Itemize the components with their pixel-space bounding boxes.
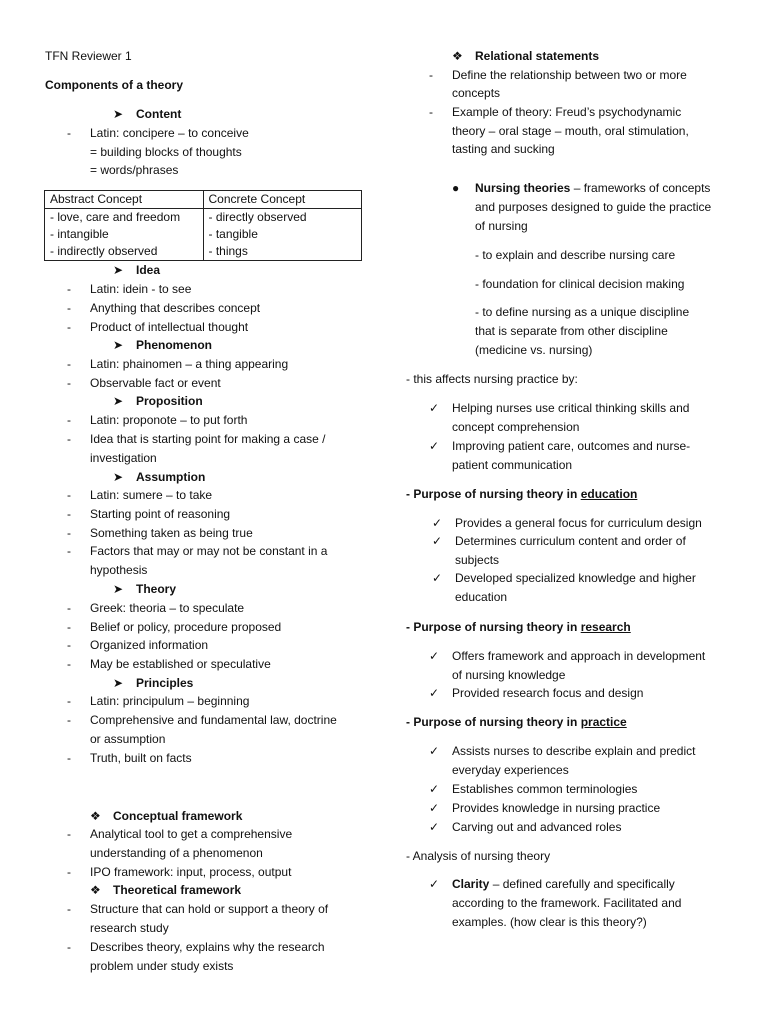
list-item: IPO framework: input, process, output [90, 865, 292, 879]
dash-bullet: - [67, 488, 71, 502]
idea-title: Idea [136, 263, 161, 277]
list-item: Anything that describes concept [90, 301, 261, 315]
dash-bullet: - [429, 68, 433, 82]
table-cell: - indirectly observed [45, 243, 204, 261]
list-item: Analytical tool to get a comprehensive [90, 827, 293, 841]
dash-bullet: - [67, 126, 71, 140]
assumption-title: Assumption [136, 470, 206, 484]
nursing-theories-text: and purposes designed to guide the practice [475, 200, 712, 214]
arrow-bullet-icon: ➤ [113, 676, 124, 690]
checkmark-icon: ✓ [432, 534, 443, 548]
concept-table [44, 190, 362, 261]
purpose-word: research [580, 620, 631, 634]
checkmark-icon: ✓ [429, 401, 440, 415]
research-heading [406, 619, 631, 635]
purpose-prefix: - Purpose of nursing theory in [406, 487, 581, 501]
arrow-bullet-icon: ➤ [113, 394, 124, 408]
dash-bullet: - [67, 432, 71, 446]
check-item: Helping nurses use critical thinking skills and [452, 401, 690, 415]
dash-bullet: - [67, 357, 71, 371]
purpose-prefix: - Purpose of nursing theory in [406, 620, 581, 634]
theoretical-title: Theoretical framework [113, 883, 242, 897]
content-line: = words/phrases [90, 163, 179, 177]
list-item: Something taken as being true [90, 526, 253, 540]
table-cell: - love, care and freedom [45, 209, 204, 227]
checkmark-icon: ✓ [429, 686, 440, 700]
table-cell: - directly observed [203, 209, 362, 227]
dash-bullet: - [67, 694, 71, 708]
check-item: Provides knowledge in nursing practice [452, 801, 661, 815]
arrow-bullet-icon: ➤ [113, 338, 124, 352]
checkmark-icon: ✓ [429, 744, 440, 758]
check-item: Assists nurses to describe explain and predict [452, 744, 696, 758]
analysis-title: - Analysis of nursing theory [406, 849, 551, 863]
dash-bullet: - [67, 282, 71, 296]
checkmark-icon: ✓ [429, 820, 440, 834]
check-item: Carving out and advanced roles [452, 820, 622, 834]
list-item-cont: problem under study exists [90, 959, 234, 973]
table-cell: - intangible [45, 226, 204, 243]
check-item: Improving patient care, outcomes and nurse- [452, 439, 691, 453]
purpose-prefix: - Purpose of nursing theory in [406, 715, 581, 729]
checkmark-icon: ✓ [432, 516, 443, 530]
check-item: Provided research focus and design [452, 686, 644, 700]
diamond-bullet-icon: ❖ [90, 809, 101, 823]
affects-title: - this affects nursing practice by: [406, 372, 578, 386]
list-item: Factors that may or may not be constant in a [90, 544, 328, 558]
list-item: Truth, built on facts [90, 751, 192, 765]
relational-title: Relational statements [475, 49, 600, 63]
list-item-cont: investigation [90, 451, 157, 465]
purpose-word: education [580, 487, 638, 501]
dash-bullet: - [67, 657, 71, 671]
dash-bullet: - [67, 413, 71, 427]
purpose-word: practice [580, 715, 627, 729]
clarity-text: according to the framework. Facilitated and [452, 896, 682, 910]
phenomenon-title: Phenomenon [136, 338, 213, 352]
doc-title: TFN Reviewer 1 [45, 49, 132, 63]
dash-bullet: - [67, 865, 71, 879]
check-item-cont: subjects [455, 553, 500, 567]
check-item: Developed specialized knowledge and higher [455, 571, 696, 585]
list-item: Observable fact or event [90, 376, 221, 390]
table-cell: - things [203, 243, 362, 261]
dash-bullet: - [67, 713, 71, 727]
list-item: Define the relationship between two or more [452, 68, 687, 82]
dash-bullet: - [67, 601, 71, 615]
list-item-cont: or assumption [90, 732, 166, 746]
arrow-bullet-icon: ➤ [113, 470, 124, 484]
checkmark-icon: ✓ [429, 877, 440, 891]
check-item: Determines curriculum content and order of [455, 534, 686, 548]
list-item: Comprehensive and fundamental law, doctrine [90, 713, 337, 727]
list-item: Latin: idein - to see [90, 282, 192, 296]
check-item: Offers framework and approach in development [452, 649, 706, 663]
table-row [45, 209, 362, 227]
check-item: Provides a general focus for curriculum design [455, 516, 702, 530]
nursing-sub-item: - foundation for clinical decision making [475, 277, 685, 291]
nursing-sub-item: - to define nursing as a unique discipline [475, 305, 690, 319]
check-item: Establishes common terminologies [452, 782, 638, 796]
dash-bullet: - [67, 902, 71, 916]
check-item-cont: concept comprehension [452, 420, 580, 434]
list-item: May be established or speculative [90, 657, 271, 671]
arrow-bullet-icon: ➤ [113, 582, 124, 596]
dash-bullet: - [429, 105, 433, 119]
list-item-cont: understanding of a phenomenon [90, 846, 263, 860]
check-item-cont: patient communication [452, 458, 573, 472]
arrow-bullet-icon: ➤ [113, 107, 124, 121]
list-item: Latin: phainomen – a thing appearing [90, 357, 289, 371]
table-row [45, 243, 362, 261]
checkmark-icon: ✓ [429, 801, 440, 815]
list-item-cont: tasting and sucking [452, 142, 555, 156]
list-item: Latin: principulum – beginning [90, 694, 250, 708]
section-heading: Components of a theory [45, 78, 184, 92]
checkmark-icon: ✓ [429, 439, 440, 453]
table-header: Abstract Concept [45, 191, 204, 209]
content-line: Latin: concipere – to conceive [90, 126, 249, 140]
education-heading [406, 486, 637, 502]
dash-bullet: - [67, 376, 71, 390]
nursing-theories-term: Nursing theories [475, 181, 571, 195]
theory-title: Theory [136, 582, 177, 596]
nursing-theories-text: of nursing [475, 219, 528, 233]
list-item: Organized information [90, 638, 209, 652]
list-item: Starting point of reasoning [90, 507, 231, 521]
conceptual-title: Conceptual framework [113, 809, 243, 823]
checkmark-icon: ✓ [432, 571, 443, 585]
dash-bullet: - [67, 940, 71, 954]
list-item-cont: hypothesis [90, 563, 148, 577]
practice-heading [406, 714, 627, 730]
dash-bullet: - [67, 301, 71, 315]
dash-bullet: - [67, 638, 71, 652]
round-bullet-icon: ● [452, 181, 460, 195]
list-item-cont: theory – oral stage – mouth, oral stimulation, [452, 124, 689, 138]
list-item: Structure that can hold or support a theory of [90, 902, 329, 916]
table-row [45, 226, 362, 243]
content-line: = building blocks of thoughts [90, 145, 242, 159]
nursing-sub-item: (medicine vs. nursing) [475, 343, 593, 357]
principles-title: Principles [136, 676, 194, 690]
clarity-text: examples. (how clear is this theory?) [452, 915, 647, 929]
list-item: Latin: sumere – to take [90, 488, 213, 502]
nursing-sub-item: - to explain and describe nursing care [475, 248, 676, 262]
list-item: Idea that is starting point for making a case / [90, 432, 326, 446]
nursing-sub-item: that is separate from other discipline [475, 324, 668, 338]
dash-bullet: - [67, 526, 71, 540]
checkmark-icon: ✓ [429, 649, 440, 663]
list-item-cont: research study [90, 921, 169, 935]
check-item-cont: of nursing knowledge [452, 668, 566, 682]
list-item: Product of intellectual thought [90, 320, 249, 334]
dash-bullet: - [67, 507, 71, 521]
check-item-cont: everyday experiences [452, 763, 569, 777]
dash-bullet: - [67, 827, 71, 841]
nursing-theories-def [475, 180, 710, 196]
list-item: Greek: theoria – to speculate [90, 601, 245, 615]
diamond-bullet-icon: ❖ [90, 883, 101, 897]
check-item-cont: education [455, 590, 508, 604]
list-item-cont: concepts [452, 86, 501, 100]
dash-bullet: - [67, 544, 71, 558]
diamond-bullet-icon: ❖ [452, 49, 463, 63]
proposition-title: Proposition [136, 394, 203, 408]
arrow-bullet-icon: ➤ [113, 263, 124, 277]
table-cell: - tangible [203, 226, 362, 243]
clarity-term: Clarity [452, 877, 490, 891]
list-item: Example of theory: Freud’s psychodynamic [452, 105, 682, 119]
content-title: Content [136, 107, 182, 121]
dash-bullet: - [67, 751, 71, 765]
list-item: Belief or policy, procedure proposed [90, 620, 282, 634]
dash-bullet: - [67, 620, 71, 634]
dash-bullet: - [67, 320, 71, 334]
list-item: Latin: proponote – to put forth [90, 413, 248, 427]
clarity-text: – defined carefully and specifically [489, 877, 675, 891]
list-item: Describes theory, explains why the research [90, 940, 325, 954]
nursing-theories-text: – frameworks of concepts [570, 181, 711, 195]
table-header: Concrete Concept [203, 191, 362, 209]
clarity-item [452, 876, 675, 892]
checkmark-icon: ✓ [429, 782, 440, 796]
